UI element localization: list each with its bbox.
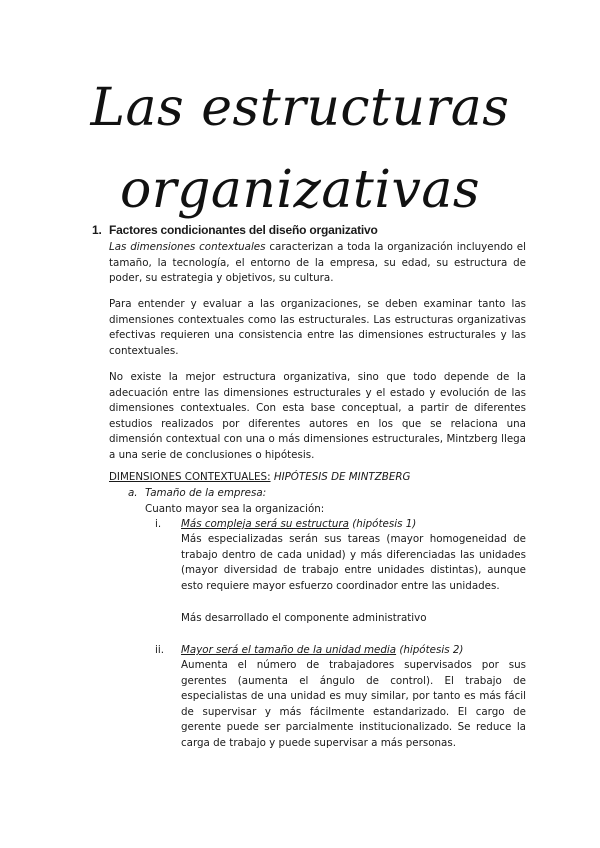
paragraph-1 [109,240,526,287]
subheading-underlined: DIMENSIONES CONTEXTUALES: [109,471,271,483]
hypothesis-1-heading [181,517,416,533]
paragraph-1-text: caracterizan a toda la organización incluyendo el tamaño, la tecnología, el entorno de la empresa, su edad, su estructura de poder, su estrategia y objetivos, su cultura. [109,241,526,285]
item-a-label: a. [128,487,138,499]
hypothesis-2-title: Mayor será el tamaño de la unidad media [181,644,397,656]
hypothesis-2-body: Aumenta el número de trabajadores supervisados por sus gerentes (aumenta el ángulo de control). El trabajo de especialistas de una unidad es muy similar, por tanto es más fácil de supervisar y más fácilmente estandarizado. El cargo de gerente puede ser parcialmente institucionalizado. Se reduce la carga de trabajo y puede supervisar a más personas. [181,659,526,749]
paragraph-1-italic: Las dimensiones contextuales [109,241,266,253]
subheading [109,470,410,486]
hypothesis-2-numeral: ii. [155,644,164,656]
section-number: 1. [92,223,102,237]
hypothesis-1-tag: (hipótesis 1) [348,518,417,530]
hypothesis-1-title: Más compleja será su estructura [181,518,349,530]
title-line-2: organizativas [119,160,481,220]
hypothesis-1-body: Más especializadas serán sus tareas (mayor homogeneidad de trabajo dentro de cada unidad) y más diferenciadas las unidades (mayor diversidad de trabajo entre unidades distintas), aunque esto requiere mayor esfuerzo coordinador entre las unidades. [181,533,526,592]
item-a [128,486,266,502]
paragraph-2: Para entender y evaluar a las organizaciones, se deben examinar tanto las dimensiones contextuales como las estructurales. Las estructuras organizativas efectivas requieren una consistencia entre las dimensiones estructurales y las contextuales. [109,298,526,357]
paragraph-3: No existe la mejor estructura organizativa, sino que todo depende de la adecuación entre las dimensiones estructurales y el estado y evolución de las dimensiones contextuales. Con esta base conceptual, a partir de diferentes estudios realizados por diferentes autores en los que se relaciona una dimensión contextual con una o más dimensiones estructurales, Mintzberg llega a una serie de conclusiones o hipótesis. [109,371,526,461]
hypothesis-2-tag: (hipótesis 2) [396,644,464,656]
hypothesis-1-extra: Más desarrollado el componente administrativo [181,612,427,624]
hypothesis-1-numeral: i. [155,518,162,530]
hypothesis-2-heading [181,643,463,659]
item-a-intro: Cuanto mayor sea la organización: [145,503,325,515]
item-a-text: Tamaño de la empresa: [145,487,267,499]
section-heading-text: Factores condicionantes del diseño organizativo [109,223,378,237]
subheading-italic: HIPÓTESIS DE MINTZBERG [270,471,411,483]
section-heading [92,223,378,237]
title-line-1: Las estructuras [90,78,510,138]
